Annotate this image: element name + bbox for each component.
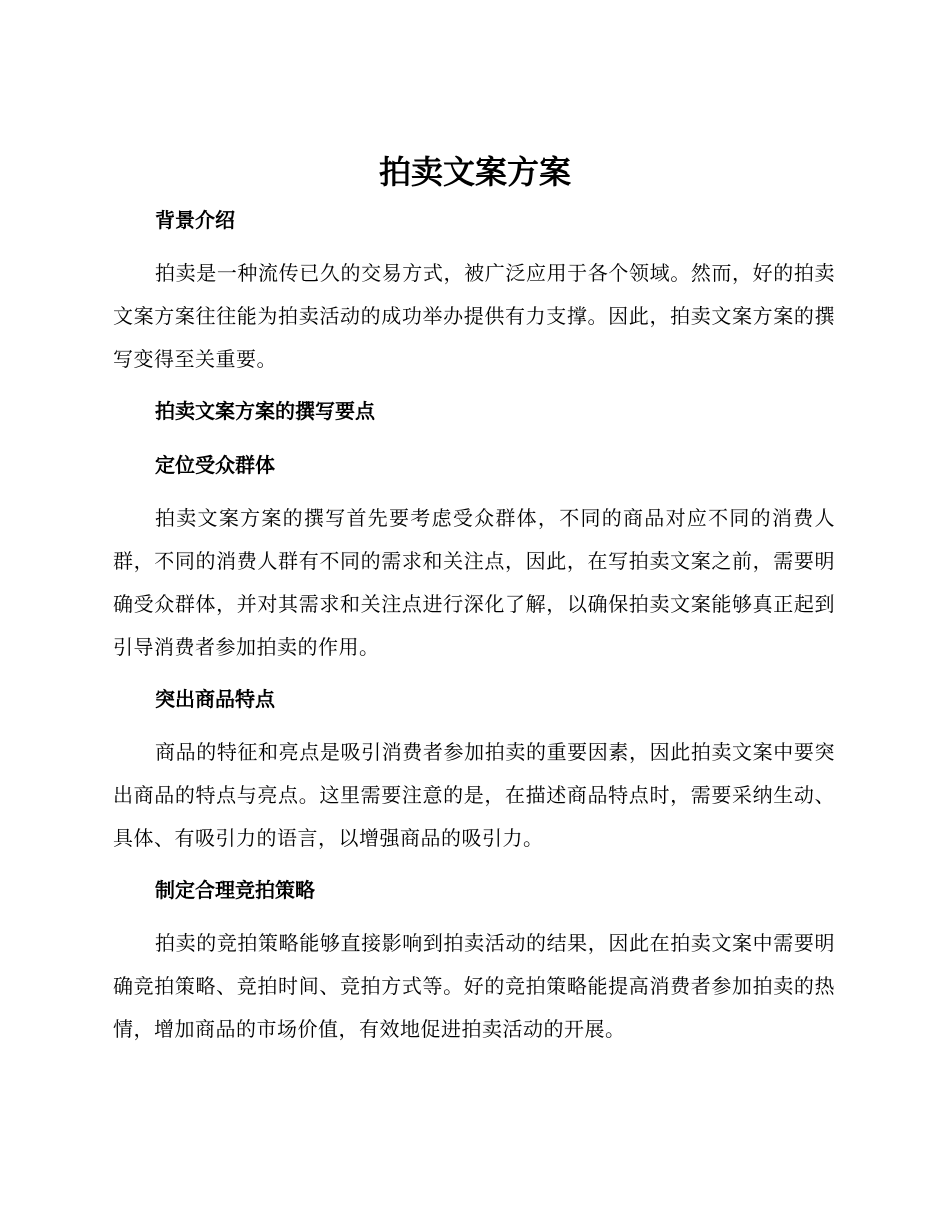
section-paragraph-target-audience: 拍卖文案方案的撰写首先要考虑受众群体，不同的商品对应不同的消费人群，不同的消费人群有不同的需求和关注点，因此，在写拍卖文案之前，需要明确受众群体，并对其需求和关注点进行深化了解，以确保拍卖文案能够真正起到引导消费者参加拍卖的作用。 (113, 506, 835, 659)
section-heading-target-audience: 定位受众群体 (155, 453, 275, 477)
section-paragraph-product-features: 商品的特征和亮点是吸引消费者参加拍卖的重要因素，因此拍卖文案中要突出商品的特点与亮点。这里需要注意的是，在描述商品特点时，需要采纳生动、具体、有吸引力的语言，以增强商品的吸引力。 (113, 740, 835, 850)
document-title: 拍卖文案方案 (378, 153, 571, 191)
section-heading-writing-points: 拍卖文案方案的撰写要点 (155, 399, 375, 423)
section-heading-bidding-strategy: 制定合理竞拍策略 (155, 878, 315, 902)
document-body (113, 198, 835, 1051)
section-heading-product-features: 突出商品特点 (155, 687, 275, 711)
section-heading-background: 背景介绍 (155, 208, 235, 232)
section-paragraph-background: 拍卖是一种流传已久的交易方式，被广泛应用于各个领域。然而，好的拍卖文案方案往往能为拍卖活动的成功举办提供有力支撑。因此，拍卖文案方案的撰写变得至关重要。 (113, 261, 835, 371)
section-paragraph-bidding-strategy: 拍卖的竞拍策略能够直接影响到拍卖活动的结果，因此在拍卖文案中需要明确竞拍策略、竞拍时间、竞拍方式等。好的竞拍策略能提高消费者参加拍卖的热情，增加商品的市场价值，有效地促进拍卖活动的开展。 (113, 931, 835, 1041)
